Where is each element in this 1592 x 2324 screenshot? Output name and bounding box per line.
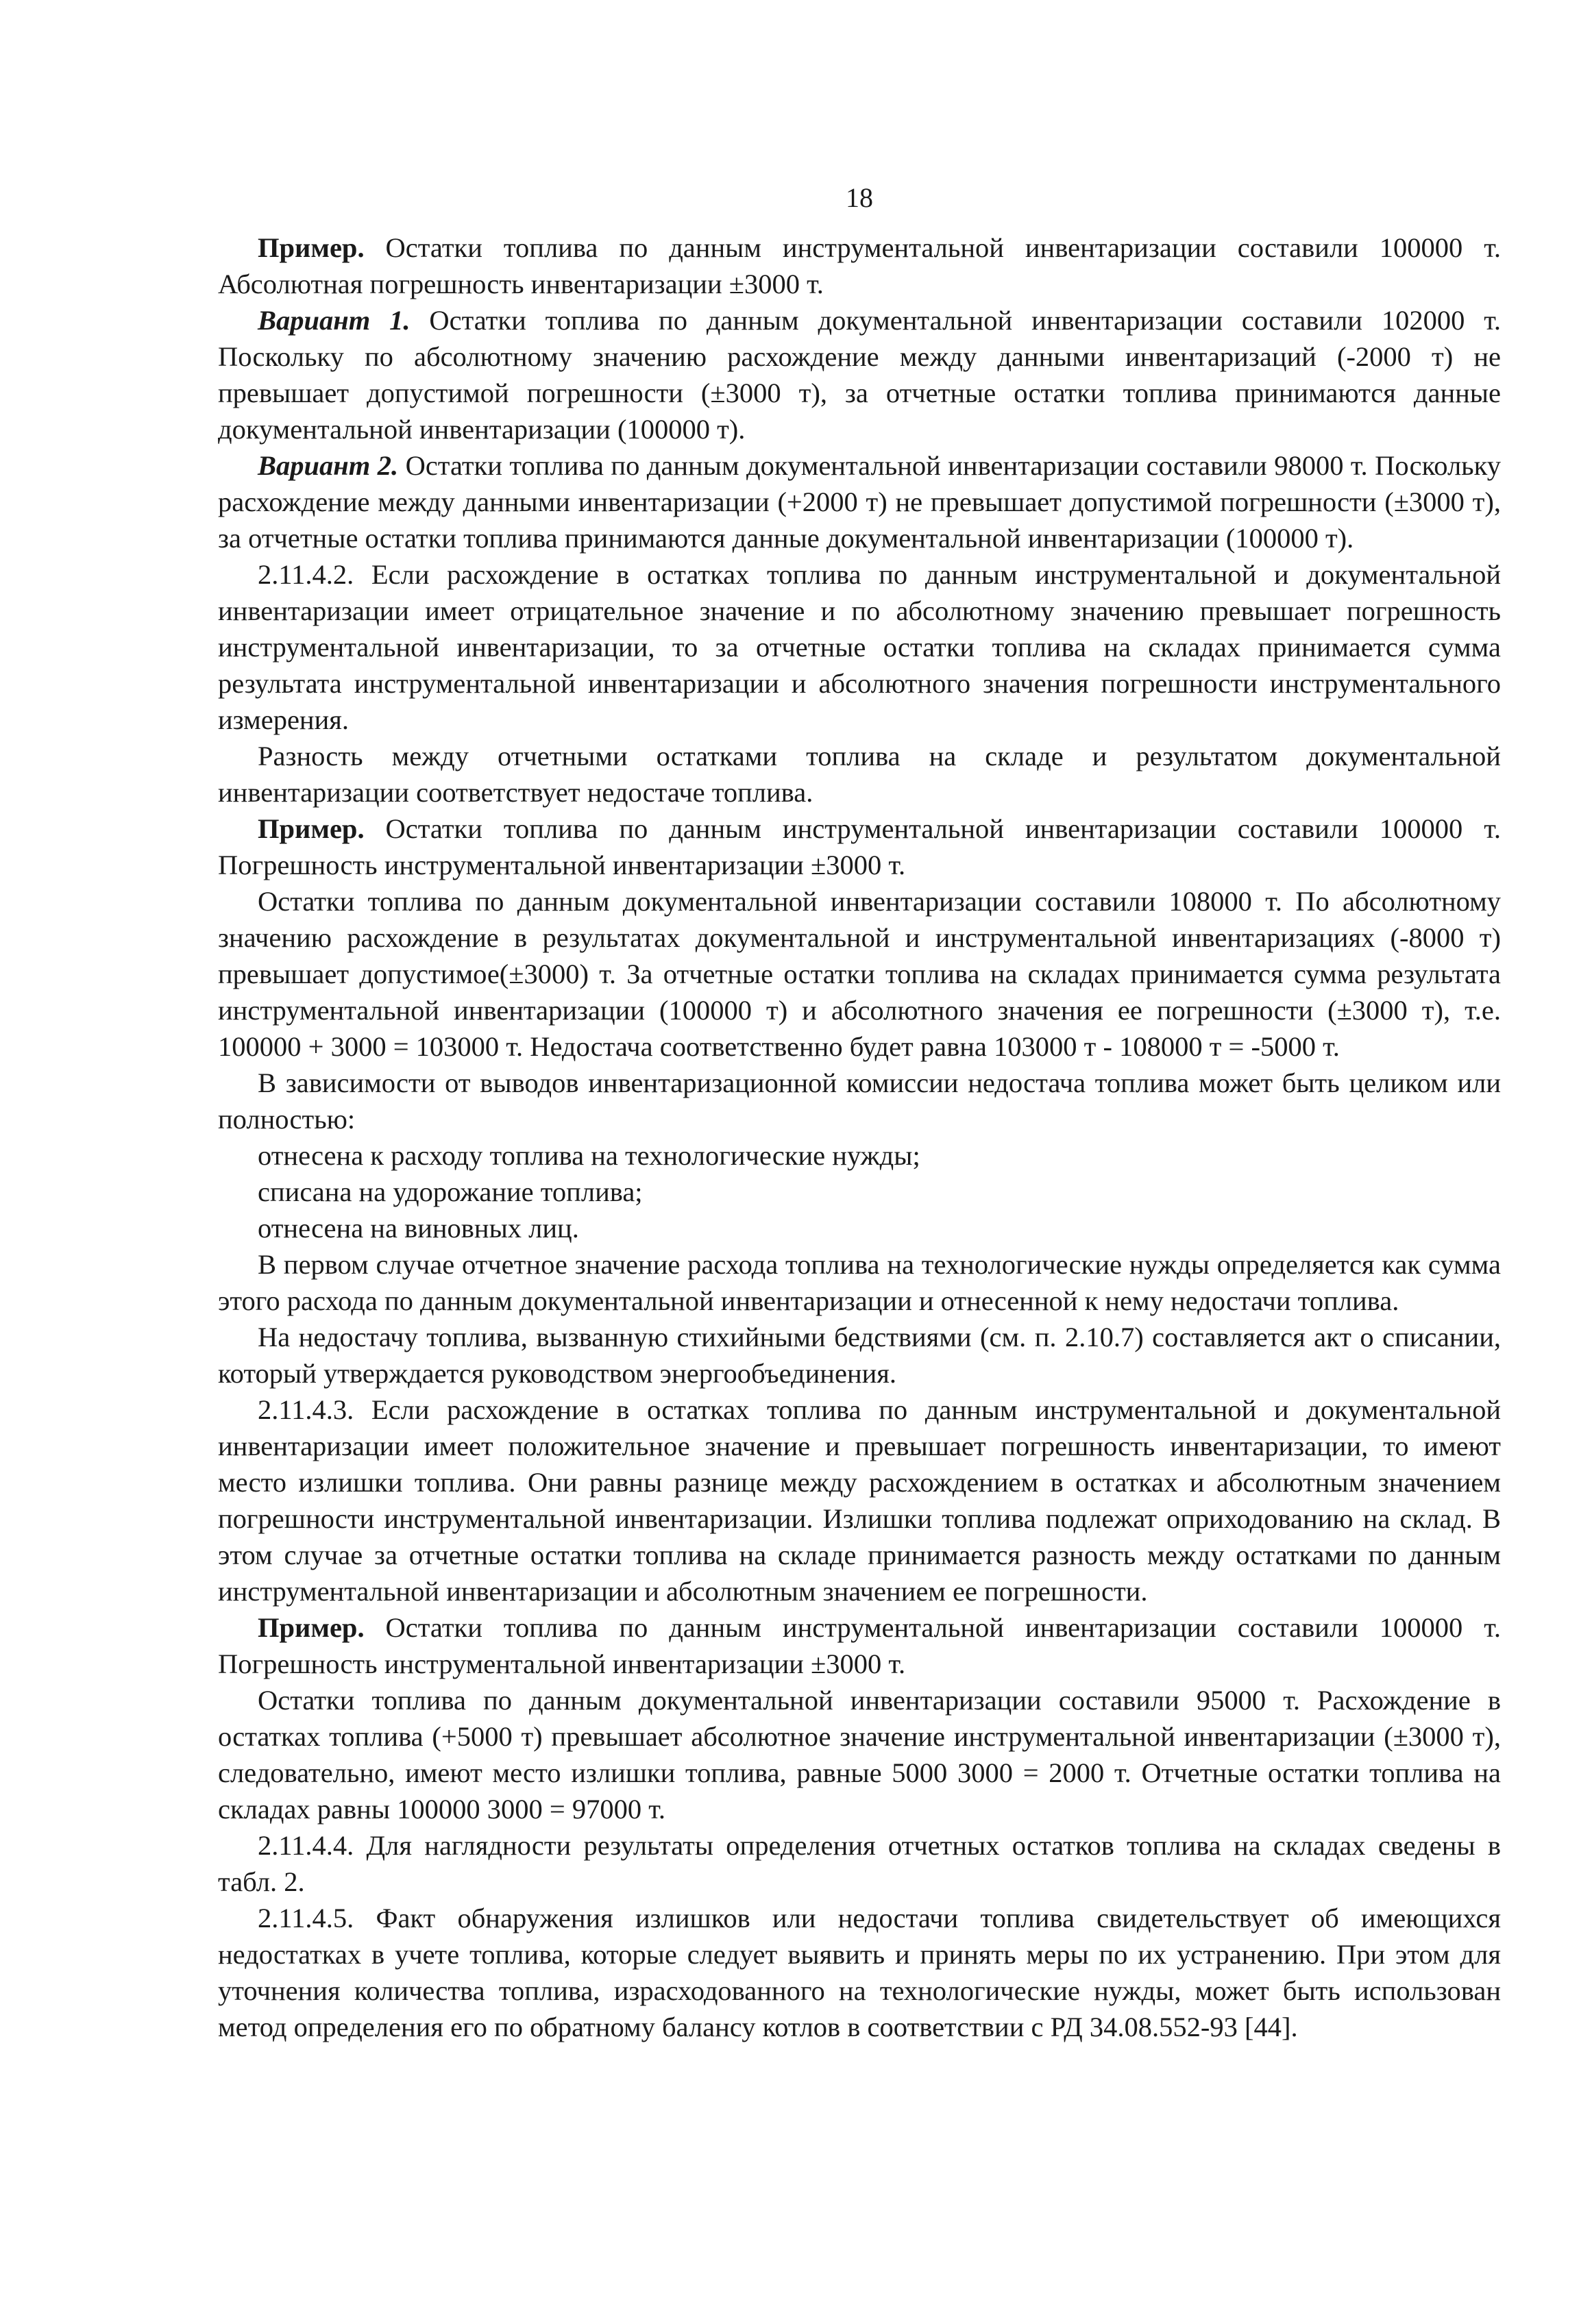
paragraph-text: Остатки топлива по данным документальной инвентаризации составили 98000 т. Поскольку расхождение между данными инвентаризации (+2000 т) не превышает допустимой погрешности (±3000 т), за отчетные остатки топлива принимаются данные документальной инвентаризации (100000 т). bbox=[218, 450, 1501, 554]
paragraph-2-11-4-3: 2.11.4.3. Если расхождение в остатках топлива по данным инструментальной и документальной инвентаризации имеет положительное значение и превышает погрешность инвентаризации, то имеют место излишки топлива. Они равны разнице между расхождением в остатках и абсолютным значением погрешности инструментальной инвентаризации. Излишки топлива подлежат оприходованию на склад. В этом случае за отчетные остатки топлива на складе принимается разность между остатками по данным инструментальной инвентаризации и абсолютным значением ее погрешности. bbox=[218, 1394, 1501, 1607]
paragraph-text: Остатки топлива по данным инструментальной инвентаризации составили 100000 т. Погрешность инструментальной инвентаризации ±3000 т. bbox=[218, 1612, 1501, 1679]
paragraph-variant-1 bbox=[218, 302, 1501, 447]
paragraph-first-case: В первом случае отчетное значение расхода топлива на технологические нужды определяется как сумма этого расхода по данным документальной инвентаризации и отнесенной к нему недостачи топлива. bbox=[218, 1249, 1501, 1316]
paragraph-commission: В зависимости от выводов инвентаризационной комиссии недостача топлива может быть целиком или полностью: bbox=[218, 1067, 1501, 1135]
paragraph-variant-2 bbox=[218, 447, 1501, 556]
example-label: Пример. bbox=[258, 232, 365, 263]
page-number: 18 bbox=[846, 182, 873, 213]
paragraph-text: Остатки топлива по данным инструментальной инвентаризации составили 100000 т. Погрешность инструментальной инвентаризации ±3000 т. bbox=[218, 813, 1501, 880]
variant-label: Вариант 1. bbox=[258, 305, 411, 336]
paragraph-example-3-calc: Остатки топлива по данным документальной инвентаризации составили 95000 т. Расхождение в остатках топлива (+5000 т) превышает абсолютное значение инструментальной инвентаризации (±3000 т), следовательно, имеют место излишки топлива, равные 5000 3000 = 2000 т. Отчетные остатки топлива на складах равны 100000 3000 = 97000 т. bbox=[218, 1685, 1501, 1825]
paragraph-example-3 bbox=[218, 1609, 1501, 1682]
variant-label: Вариант 2. bbox=[258, 450, 399, 481]
paragraph-example-2-calc: Остатки топлива по данным документальной инвентаризации составили 108000 т. По абсолютному значению расхождение в результатах документальной и инструментальной инвентаризациях (-8000 т) превышает допустимое(±3000) т. За отчетные остатки топлива на складах принимается сумма результата инструментальной инвентаризации (100000 т) и абсолютного значения ее погрешности (±3000 т), т.е. 100000 + 3000 = 103000 т. Недостача соответственно будет равна 103000 т - 108000 т = -5000 т. bbox=[218, 886, 1501, 1062]
paragraph-text: Остатки топлива по данным инструментальной инвентаризации составили 100000 т. Абсолютная погрешность инвентаризации ±3000 т. bbox=[218, 232, 1501, 299]
paragraph-2-11-4-2: 2.11.4.2. Если расхождение в остатках топлива по данным инструментальной и документальной инвентаризации имеет отрицательное значение и по абсолютному значению превышает погрешность инструментальной инвентаризации, то за отчетные остатки топлива на складах принимается сумма результата инструментальной инвентаризации и абсолютного значения погрешности инструментального измерения. bbox=[218, 559, 1501, 735]
paragraph-text: Остатки топлива по данным документальной инвентаризации составили 102000 т. Поскольку по абсолютному значению расхождение между данными инвентаризаций (-2000 т) не превышает допустимой погрешности (±3000 т), за отчетные остатки топлива принимаются данные документальной инвентаризации (100000 т). bbox=[218, 305, 1501, 445]
document-page bbox=[218, 180, 1501, 2045]
example-label: Пример. bbox=[258, 813, 365, 844]
paragraph-2-11-4-4: 2.11.4.4. Для наглядности результаты определения отчетных остатков топлива на складах сведены в табл. 2. bbox=[218, 1830, 1501, 1897]
paragraph-disaster: На недостачу топлива, вызванную стихийными бедствиями (см. п. 2.10.7) составляется акт о списании, который утверждается руководством энергообъединения. bbox=[218, 1322, 1501, 1389]
example-label: Пример. bbox=[258, 1612, 365, 1643]
paragraph-shortage-definition: Разность между отчетными остатками топлива на складе и результатом документальной инвентаризации соответствует недостаче топлива. bbox=[218, 741, 1501, 808]
paragraph-example-2 bbox=[218, 811, 1501, 883]
list-item: списана на удорожание топлива; bbox=[258, 1176, 643, 1207]
paragraph-2-11-4-5: 2.11.4.5. Факт обнаружения излишков или недостачи топлива свидетельствует об имеющихся недостатках в учете топлива, которые следует выявить и принять меры по их устранению. При этом для уточнения количества топлива, израсходованного на технологические нужды, может быть использован метод определения его по обратному балансу котлов в соответствии с РД 34.08.552-93 [44]. bbox=[218, 1903, 1501, 2042]
list-item: отнесена к расходу топлива на технологические нужды; bbox=[258, 1140, 920, 1171]
paragraph-example-1 bbox=[218, 230, 1501, 302]
list-item: отнесена на виновных лиц. bbox=[258, 1213, 579, 1244]
